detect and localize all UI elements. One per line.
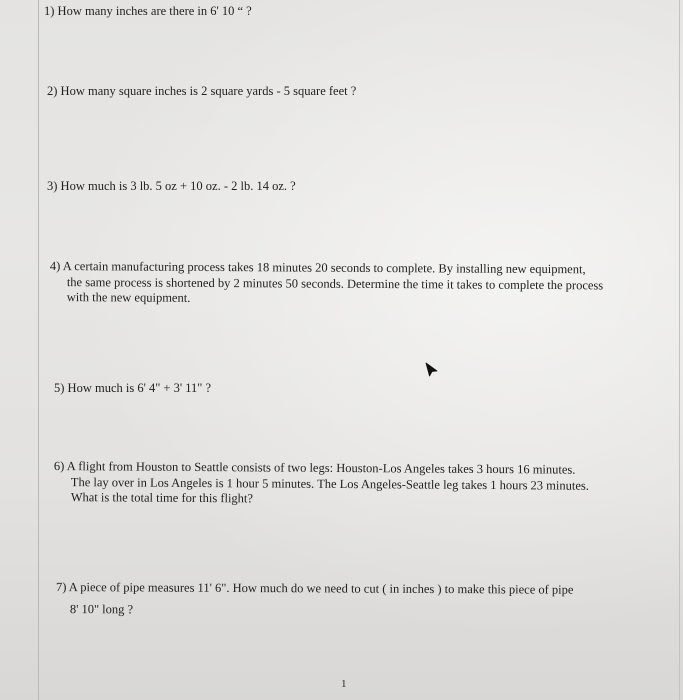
question-3 <box>47 179 296 195</box>
question-7-line-1: 7) A piece of pipe measures 11' 6". How much do we need to cut ( in inches ) to make this piece of pipe <box>55 580 574 597</box>
question-5 <box>54 381 211 397</box>
question-7-line-2: 8' 10" long ? <box>69 601 134 616</box>
question-3-line-1: 3) How much is 3 lb. 5 oz + 10 oz. - 2 lb. 14 oz. ? <box>47 179 296 193</box>
question-4 <box>50 259 604 309</box>
question-6-line-3: What is the total time for this flight? <box>70 490 254 506</box>
question-1 <box>44 4 252 20</box>
question-4-line-2: the same process is shortened by 2 minutes 50 seconds. Determine the time it takes to complete the process <box>66 274 604 292</box>
question-6-line-2: The lay over in Los Angeles is 1 hour 5 minutes. The Los Angeles-Seattle leg takes 1 hours 23 minutes. <box>70 474 589 493</box>
question-5-line-1: 5) How much is 6' 4" + 3' 11" ? <box>54 381 212 395</box>
question-2-line-1: 2) How many square inches is 2 square yards - 5 square feet ? <box>47 84 357 98</box>
question-1-line-1: 1) How many inches are there in 6' 10 “ ? <box>44 4 252 18</box>
question-7 <box>56 580 574 620</box>
mouse-pointer-icon <box>425 362 439 378</box>
page-right-edge <box>679 0 680 700</box>
question-2 <box>47 84 356 100</box>
question-6 <box>54 459 589 509</box>
question-4-line-1: 4) A certain manufacturing process takes 18 minutes 20 seconds to complete. By installing new equipment, <box>49 259 586 277</box>
question-4-line-3: with the new equipment. <box>66 290 191 305</box>
page-number: 1 <box>341 678 347 690</box>
question-6-line-1: 6) A flight from Houston to Seattle consists of two legs: Houston-Los Angeles takes 3 hours 16 minutes. <box>53 459 576 477</box>
page-left-edge <box>38 0 39 700</box>
